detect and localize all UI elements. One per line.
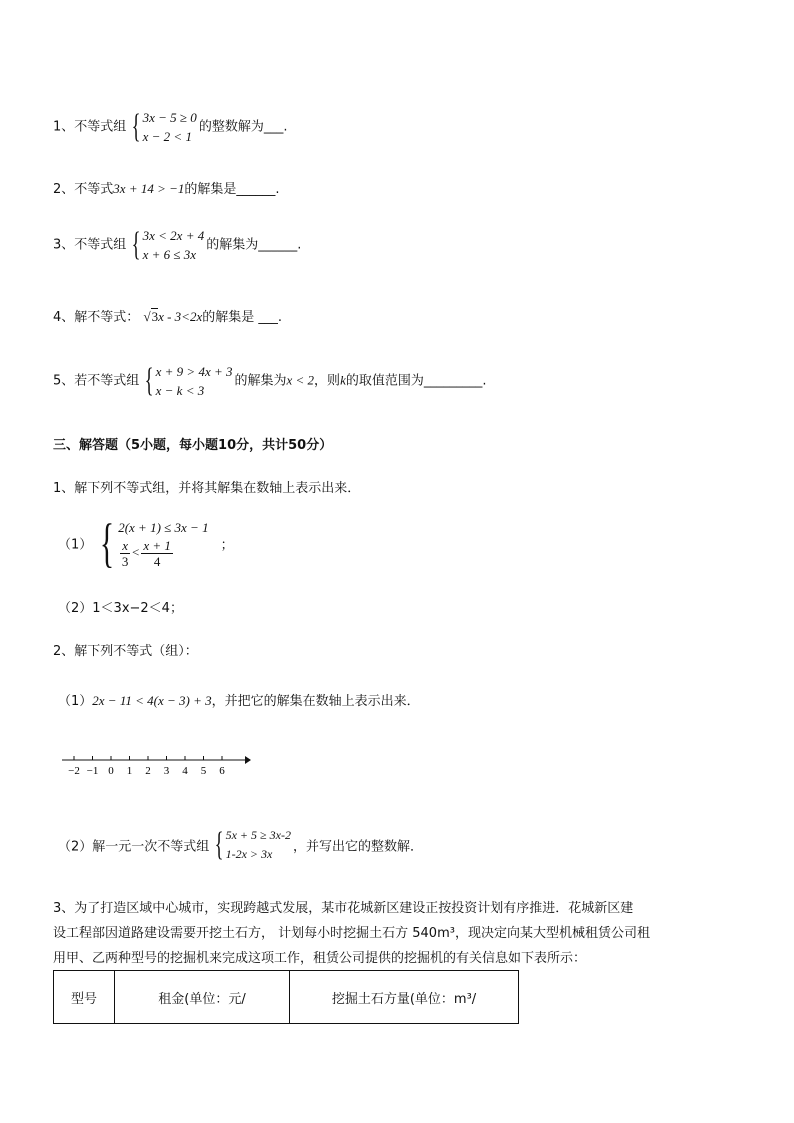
left-brace-icon: { xyxy=(144,362,154,399)
q3-blank: ______ xyxy=(258,237,298,253)
p2-sub2-label: （2）解一元一次不等式组 xyxy=(58,839,210,855)
q5-prefix: 若不等式组 xyxy=(74,373,140,389)
q2-blank: ______ xyxy=(236,182,276,197)
p1-sub1-end: ； xyxy=(220,537,234,553)
q1-prefix: 不等式组 xyxy=(74,119,127,135)
q1-row1: 3x − 5 ≥ 0 xyxy=(142,110,197,125)
number-line-tick-label: 0 xyxy=(108,765,114,777)
q5-row2: x − k < 3 xyxy=(155,383,205,398)
p2-sub1-suffix: ，并把它的解集在数轴上表示出来． xyxy=(211,694,420,709)
problem-3-line-1: 3、为了打造区域中心城市，实现跨越式发展，某市花城新区建设正按投资计划有序推进．花城新区建 xyxy=(53,901,634,916)
q2-end: . xyxy=(275,182,280,197)
q4-suffix: 的解集是 xyxy=(202,310,255,325)
q2-number: 2、 xyxy=(53,182,75,197)
q1-blank: ___ xyxy=(263,119,284,135)
number-line-tick-label: 3 xyxy=(163,765,170,777)
p1-sub1-row1: 2(x + 1) ≤ 3x − 1 xyxy=(118,519,209,535)
q4-blank: ___ xyxy=(258,310,278,325)
number-line-tick-label: −2 xyxy=(68,765,80,777)
q5-var: k xyxy=(340,372,346,388)
number-line-tick-label: 2 xyxy=(145,765,151,777)
q3-number: 3、 xyxy=(53,237,75,253)
left-brace-icon: { xyxy=(131,226,141,263)
problem-1-part-2: （2）1＜3x−2＜4； xyxy=(58,601,183,616)
q1-row2: x − 2 < 1 xyxy=(142,129,192,144)
table-header-cell: 型号 xyxy=(54,971,115,1024)
problem-2-part-1 xyxy=(58,690,420,709)
arrow-right-icon xyxy=(245,756,251,764)
q4-prefix: 解不等式： xyxy=(74,310,140,325)
p1-frac-left-num: x xyxy=(122,537,128,553)
number-line xyxy=(55,750,255,782)
p1-frac-op: < xyxy=(131,543,140,559)
q5-system xyxy=(141,362,232,400)
q3-end: . xyxy=(297,237,302,253)
number-line-tick-label: 5 xyxy=(200,765,207,777)
left-brace-icon: { xyxy=(214,826,224,863)
problem-1-stem: 1、解下列不等式组，并将其解集在数轴上表示出来． xyxy=(53,481,361,496)
p1-frac-right-num: x + 1 xyxy=(143,537,171,553)
q3-row1: 3x < 2x + 4 xyxy=(142,228,205,243)
q4-end: . xyxy=(277,310,283,325)
left-brace-icon: { xyxy=(100,513,115,573)
q5-blank: _________ xyxy=(423,373,483,389)
q5-mid: 的解集为 xyxy=(234,373,287,389)
section-heading: 三、解答题（5小题，每小题10分，共计50分） xyxy=(53,438,333,453)
p1-system xyxy=(94,513,209,573)
q5-end: . xyxy=(482,373,487,389)
p2-sub2-row2: 1-2x > 3x xyxy=(225,847,273,861)
sqrt-symbol: √3 xyxy=(143,309,159,324)
q3-suffix: 的解集为 xyxy=(206,237,259,253)
table-header-row xyxy=(54,971,519,1024)
p2-sub2-row1: 5x + 5 ≥ 3x-2 xyxy=(225,828,291,842)
q1-end: . xyxy=(283,119,288,135)
fill-question-5 xyxy=(53,362,487,400)
p2-sub1-label: （1） xyxy=(58,694,93,709)
q2-prefix: 不等式 xyxy=(74,182,114,197)
table-header-cell: 租金(单位：元/ xyxy=(115,971,290,1024)
problem-2-stem: 2、解下列不等式（组）： xyxy=(53,644,198,659)
q5-number: 5、 xyxy=(53,373,75,389)
excavator-table xyxy=(53,970,519,1024)
left-brace-icon: { xyxy=(131,108,141,145)
q2-suffix: 的解集是 xyxy=(184,182,237,197)
number-line-tick-label: 6 xyxy=(219,765,225,777)
p1-sub1-row2 xyxy=(118,538,208,569)
q5-expr: x < 2 xyxy=(286,372,315,388)
fill-question-2 xyxy=(53,178,280,197)
number-line-tick-label: 1 xyxy=(126,765,133,777)
q3-row2: x + 6 ≤ 3x xyxy=(142,247,197,262)
q4-expr: x - 3<2x xyxy=(158,309,203,324)
number-line-tick-label: −1 xyxy=(86,765,99,777)
q2-expr: 3x + 14 > −1 xyxy=(113,181,185,196)
number-line-tick-label: 4 xyxy=(182,765,188,777)
p1-sub1-label: （1） xyxy=(58,537,93,553)
q1-number: 1、 xyxy=(53,119,75,135)
q1-suffix: 的整数解为 xyxy=(198,119,264,135)
fill-question-1 xyxy=(53,108,287,146)
q4-sqrt-arg: 3 xyxy=(151,309,159,324)
problem-3-line-3: 用甲、乙两种型号的挖掘机来完成这项工作，租赁公司提供的挖掘机的有关信息如下表所示： xyxy=(53,951,587,966)
fill-question-3 xyxy=(53,226,301,264)
q3-prefix: 不等式组 xyxy=(74,237,127,253)
problem-3-line-2: 设工程部因道路建设需要开挖土石方， 计划每小时挖掘土石方 540m³，现决定向某大型机械租赁公司租 xyxy=(53,926,650,941)
table-header-cell: 挖掘土石方量(单位：m³/ xyxy=(290,971,519,1024)
p2-system xyxy=(211,826,291,864)
q3-system xyxy=(128,226,204,264)
q4-number: 4、 xyxy=(53,310,75,325)
p2-sub1-expr: 2x − 11 < 4(x − 3) + 3 xyxy=(92,693,212,708)
problem-2-part-2 xyxy=(58,826,423,864)
p2-sub2-suffix: ，并写出它的整数解． xyxy=(292,839,423,855)
problem-1-part-1 xyxy=(58,513,234,573)
number-line-ticks xyxy=(68,756,225,777)
q1-system xyxy=(128,108,197,146)
q5-row1: x + 9 > 4x + 3 xyxy=(155,364,233,379)
fill-question-4 xyxy=(53,306,282,325)
q5-suffix: 的取值范围为 xyxy=(345,373,424,389)
p1-frac-left-den: 3 xyxy=(121,553,129,569)
q5-mid2: ，则 xyxy=(314,373,341,389)
p1-frac-right-den: 4 xyxy=(153,553,161,569)
